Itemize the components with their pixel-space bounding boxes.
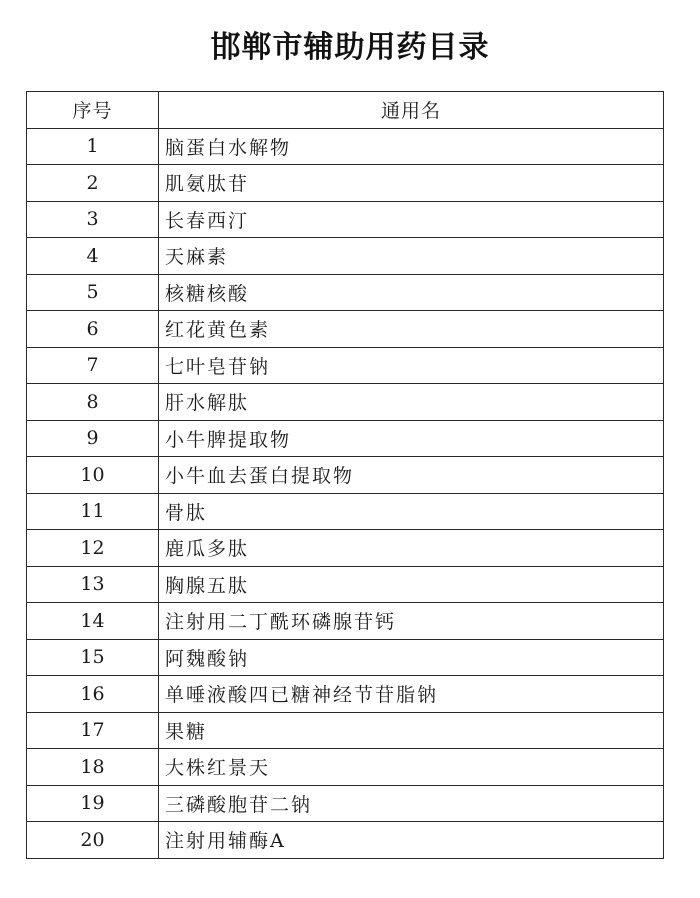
drug-name: 单唾液酸四已糖神经节苷脂钠 <box>159 676 664 713</box>
drug-name: 七叶皂苷钠 <box>159 347 664 384</box>
drug-name: 小牛脾提取物 <box>159 420 664 457</box>
drug-name: 三磷酸胞苷二钠 <box>159 785 664 822</box>
table-row <box>27 128 664 165</box>
drug-name: 肌氨肽苷 <box>159 165 664 202</box>
table-row <box>27 238 664 275</box>
row-number: 13 <box>27 566 159 603</box>
column-header-number: 序号 <box>27 92 159 129</box>
drug-name: 肝水解肽 <box>159 384 664 421</box>
drug-name: 注射用辅酶A <box>159 822 664 859</box>
drug-name: 天麻素 <box>159 238 664 275</box>
drug-name: 骨肽 <box>159 493 664 530</box>
table-row <box>27 493 664 530</box>
drug-name: 阿魏酸钠 <box>159 639 664 676</box>
drug-name: 胸腺五肽 <box>159 566 664 603</box>
table-row <box>27 201 664 238</box>
table-row <box>27 639 664 676</box>
table-row <box>27 274 664 311</box>
row-number: 10 <box>27 457 159 494</box>
row-number: 16 <box>27 676 159 713</box>
row-number: 2 <box>27 165 159 202</box>
table-row <box>27 530 664 567</box>
row-number: 8 <box>27 384 159 421</box>
table-row <box>27 311 664 348</box>
row-number: 7 <box>27 347 159 384</box>
row-number: 11 <box>27 493 159 530</box>
table-row <box>27 749 664 786</box>
table-row <box>27 457 664 494</box>
row-number: 9 <box>27 420 159 457</box>
table-row <box>27 566 664 603</box>
drug-name: 鹿瓜多肽 <box>159 530 664 567</box>
drug-name: 脑蛋白水解物 <box>159 128 664 165</box>
row-number: 4 <box>27 238 159 275</box>
table-row <box>27 384 664 421</box>
row-number: 12 <box>27 530 159 567</box>
document-title: 邯郸市辅助用药目录 <box>210 30 490 65</box>
drug-catalog-table <box>26 91 664 859</box>
table-row <box>27 347 664 384</box>
table-row <box>27 420 664 457</box>
table-header-row <box>27 92 664 129</box>
drug-name: 长春西汀 <box>159 201 664 238</box>
row-number: 20 <box>27 822 159 859</box>
drug-name: 果糖 <box>159 712 664 749</box>
row-number: 15 <box>27 639 159 676</box>
row-number: 17 <box>27 712 159 749</box>
row-number: 18 <box>27 749 159 786</box>
row-number: 19 <box>27 785 159 822</box>
drug-name: 红花黄色素 <box>159 311 664 348</box>
drug-name: 小牛血去蛋白提取物 <box>159 457 664 494</box>
table-row <box>27 603 664 640</box>
row-number: 6 <box>27 311 159 348</box>
row-number: 5 <box>27 274 159 311</box>
table-row <box>27 676 664 713</box>
table-row <box>27 785 664 822</box>
row-number: 3 <box>27 201 159 238</box>
table-row <box>27 822 664 859</box>
row-number: 14 <box>27 603 159 640</box>
table-row <box>27 165 664 202</box>
drug-name: 大株红景天 <box>159 749 664 786</box>
table-row <box>27 712 664 749</box>
row-number: 1 <box>27 128 159 165</box>
drug-name: 核糖核酸 <box>159 274 664 311</box>
drug-name: 注射用二丁酰环磷腺苷钙 <box>159 603 664 640</box>
column-header-generic-name: 通用名 <box>159 92 664 129</box>
